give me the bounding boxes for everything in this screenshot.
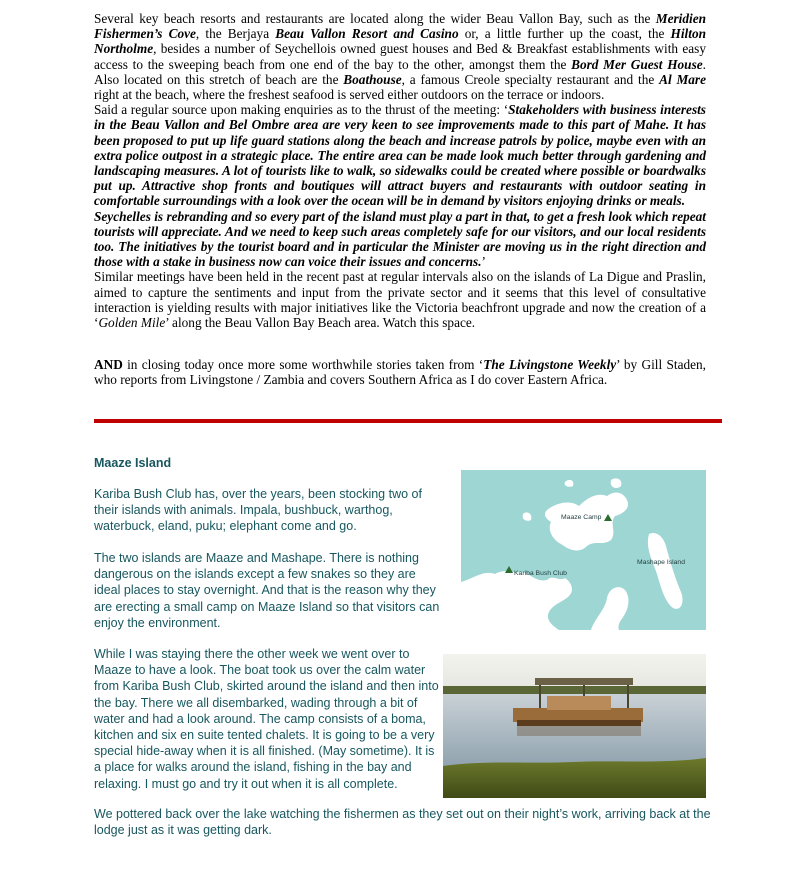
boat-hull [517,720,641,726]
boat-deck [513,708,643,722]
section-divider [94,419,722,423]
text-run: Similar meetings have been held in the recent past at regular intervals also on the islands of La Digue and Praslin, aimed to capture the sentiments and input from the private sector and it seems that this level of consultative interaction is yielding results with major initiatives like the Victoria beachfront upgrade and now the creation of a ‘ [94,269,706,331]
text-run: Several key beach resorts and restaurants are located along the wider Beau Vallon Bay, such as the [94,11,656,26]
text-run: . Also located on this stretch of beach are the [94,56,706,87]
map-label-maaze-camp: Maaze Camp [561,514,602,521]
text-run: Meridien Fishermen’s Cove [94,11,706,42]
photo-foreground-grass [443,758,706,798]
maaze-paragraph-1: Kariba Bush Club has, over the years, been stocking two of their islands with animals. Impala, bushbuck, warthog, waterbuck, eland, puku; elephant come and go. [94,487,422,534]
text-run: in closing today once more some worthwhile stories taken from ‘ [122,357,484,372]
map-label-kariba-club: Kariba Bush Club [514,570,567,577]
article-paragraph-closing [94,357,706,387]
boat-canopy [535,678,633,685]
text-run: ’ along the Beau Vallon Bay Beach area. Watch this space. [165,315,476,331]
map-label-mashape-island: Mashape Island [637,559,685,566]
text-run: Hilton Northolme [94,26,706,57]
boat-reflection [517,726,641,736]
text-run: Al Mare [659,71,706,87]
maaze-paragraph-2: The two islands are Maaze and Mashape. There is nothing dangerous on the islands except a few snakes so they are ideal places to stay overnight. And that is the reason why they are erecting a small camp on Maaze Island so that visitors can enjoy the environment. [94,551,440,630]
text-run: Beau Vallon Resort and Casino [275,26,459,42]
text-run: right at the beach, where the freshest seafood is served either outdoors on the terrace or indoors. [94,87,605,103]
text-run: Bord Mer Guest House [571,56,703,72]
text-run: ’ by Gill Staden, who reports from Livingstone / Zambia and covers Southern Africa as I do cover Eastern Africa. [94,357,707,388]
article-paragraph-main [94,11,706,330]
text-run: or, a little further up the coast, the [458,26,671,42]
text-run: Boathouse [343,71,402,87]
text-run: Stakeholders with business interests in the Beau Vallon and Bel Ombre area are very keen to see improvements made to this part of Mahe. It has been proposed to put up life guard stations along the beach and increase patrols by police, maybe even with an extra police outpost in a strategic place. The entire area can be made look much better through gardening and landscaping measures. A lot of tourists like to walk, so sidewalks could be created where possible or boardwalks put up. Attractive shop fronts and boutiques will attract buyers and restaurants with outdoor seating in comfortable surroundings with a look over the ocean will be in demand by visitors enjoying drinks or meals. [94,102,706,209]
text-run: Golden Mile [98,315,166,331]
maaze-paragraph-3: While I was staying there the other week we went over to Maaze to have a look. The boat took us over the calm water from Kariba Bush Club, skirted around the island and then into the bay. There we all disembarked, wading through a bit of water and had a look around. The camp consists of a boma, kitchen and six en suite tented chalets. It is going to be a very special hide-away when it is all finished. (May sometime). It is a place for walks around the island, fishing in the bay and relaxing. I must go and try it out when it is all complete. [94,647,439,791]
photo-shoreline [443,686,706,694]
maaze-paragraph-4: We pottered back over the lake watching the fishermen as they set out on their night’s work, arriving back at the lodge just as it was getting dark. [94,807,711,838]
text-run: , the Berjaya [195,26,276,42]
text-run: Said a regular source upon making enquiries as to the thrust of the meeting: ‘ [94,102,509,118]
island-map [461,470,706,630]
text-run: , besides a number of Seychellois owned guest houses and Bed & Breakfast establishments with easy access to the sweeping beach from one end of the bay to the other, amongst them the [94,41,706,72]
text-run: AND [94,357,123,372]
maaze-island-title: Maaze Island [94,456,172,470]
text-run: Seychelles is rebranding and so every part of the island must play a part in that, to get a fresh look which repeat tourists will appreciate. And we need to keep such areas completely safe for our visitors, and our local residents too. The initiatives by the tourist board and in particular the Minister are moving us in the right direction and those with a stake in business now can voice their issues and concerns. [94,208,706,270]
text-run: The Livingstone Weekly [483,357,617,372]
boat-photo [443,654,706,798]
text-run: , a famous Creole specialty restaurant and the [401,71,660,87]
boat-people [547,696,611,710]
text-run: ’ [481,254,486,270]
